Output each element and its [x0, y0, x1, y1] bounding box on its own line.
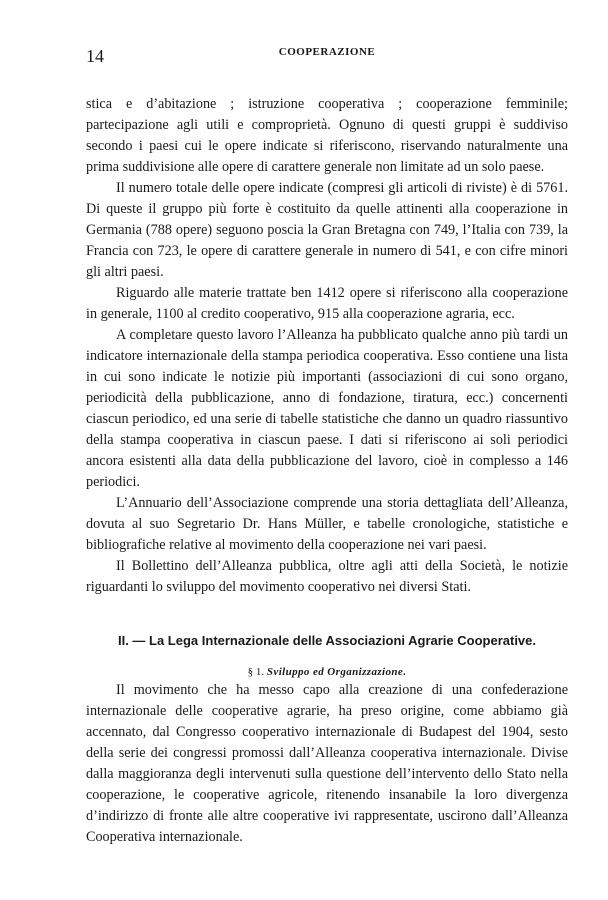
paragraph-yearbook: L’Annuario dell’Associazione comprende una storia dettagliata dell’Alleanza, dovuta al suo Segretario Dr. Hans Müller, e tabelle cronologiche, statistiche e bibliografiche relative al movimento della cooperazione nei vari paesi. [86, 495, 568, 553]
paragraph-continued: stica e d’abitazione ; istruzione cooperativa ; cooperazione femminile; partecipazione agli utili e comproprietà. Ognuno di questi gruppi è suddiviso secondo i paesi cui le opere indicate si riferiscono, riservando naturalmente una prima suddivisione alle opere di carattere generale non limitate ad un solo paese. [86, 96, 568, 175]
subsection-number: § 1. [247, 666, 265, 678]
paragraph-subjects: Riguardo alle materie trattate ben 1412 opere si riferiscono alla cooperazione in generale, 1100 al credito cooperativo, 915 alla cooperazione agraria, ecc. [86, 285, 568, 322]
page-number: 14 [86, 46, 104, 66]
paragraph-league-origin: Il movimento che ha messo capo alla creazione di una confederazione internazionale delle cooperative agrarie, ha preso origine, come abbiamo già accennato, dal Congresso cooperativo internazionale di Budapest del 1904, sesto della serie dei congressi promossi dall’Alleanza cooperativa internazionale. Divise dalla maggioranza degli intervenuti sulla questione dell’intervento dello Stato nella cooperazione, le cooperative agricole, ritenendo insanabile la loro divergenza d’indirizzo di fronte alle altre cooperative ivi rappresentate, uscirono dall’Alleanza Cooperativa internazionale. [86, 682, 568, 845]
book-page [86, 44, 568, 864]
paragraph-bulletin: Il Bollettino dell’Alleanza pubblica, oltre agli atti della Società, le notizie riguardanti lo sviluppo del movimento cooperativo nei diversi Stati. [86, 558, 568, 595]
running-title: COOPERAZIONE [278, 46, 376, 58]
paragraph-total-works: Il numero totale delle opere indicate (compresi gli articoli di riviste) è di 5761. Di queste il gruppo più forte è costituito da quelle attinenti alla cooperazione in Germania (788 opere) seguono poscia la Gran Bretagna con 749, l’Italia con 739, la Francia con 723, le opere di carattere generale in numero di 541, e con cifre minori gli altri paesi. [86, 180, 568, 280]
paragraph-periodical-index: A completare questo lavoro l’Alleanza ha pubblicato qualche anno più tardi un indicatore internazionale della stampa periodica cooperativa. Esso contiene una lista in cui sono indicate le notizie più importanti (associazioni di cui sono organo, periodicità della pubblicazione, anno di fondazione, tiratura, ecc.) concernenti ciascun periodico, ed una serie di tabelle statistiche che danno un quadro riassuntivo della stampa cooperativa in ciascun paese. I dati si riferiscono ai soli periodici ancora esistenti alla data della pubblicazione del lavoro, cioè in complesso a 146 periodici. [86, 327, 568, 490]
section-title: II. — La Lega Internazionale delle Associazioni Agrarie Cooperative. [117, 633, 537, 648]
subsection-title [86, 664, 568, 680]
subsection-label: Sviluppo ed Organizzazione. [266, 666, 407, 678]
body-text [86, 94, 568, 848]
running-head [86, 44, 568, 68]
